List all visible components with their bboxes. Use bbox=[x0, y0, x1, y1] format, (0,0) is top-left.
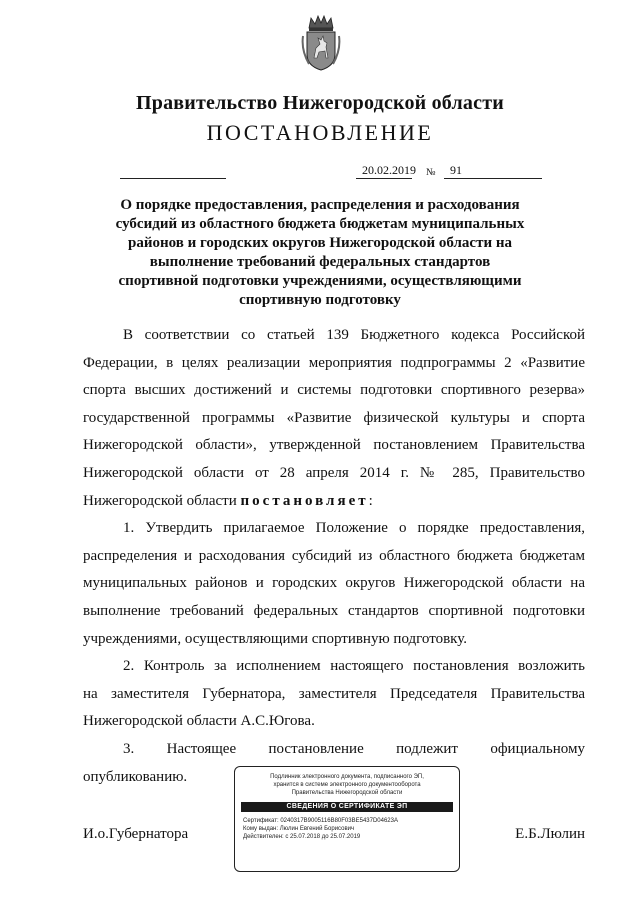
nizhny-novgorod-coat-of-arms-icon bbox=[301, 14, 341, 72]
stamp-notice-line: хранится в системе электронного документооборота bbox=[273, 782, 421, 788]
resolution-colon: : bbox=[368, 492, 373, 509]
body-line: спорта высших достижений и системы подготовки спортивного резерва» bbox=[83, 382, 585, 399]
body-line: Нижегородской области», утвержденной постановлением Правительства bbox=[83, 437, 585, 454]
signatory-position: И.о.Губернатора bbox=[83, 826, 189, 842]
stamp-cert-value: 0240317B9005116B80F03BE5437D04623A bbox=[280, 818, 398, 824]
item-2-line: 2. Контроль за исполнением настоящего постановления возложить bbox=[123, 658, 585, 675]
signatory-name: Е.Б.Люлин bbox=[515, 826, 585, 842]
item-1-line: муниципальных районов и городских округов Нижегородской области на bbox=[83, 575, 585, 592]
stamp-issued-label: Кому выдан: bbox=[243, 826, 279, 832]
stamp-notice-line: Подлинник электронного документа, подписанного ЭП, bbox=[270, 774, 424, 780]
title-line: районов и городских округов Нижегородской области на bbox=[127, 235, 512, 251]
item-2-line: Нижегородской области А.С.Югова. bbox=[83, 713, 315, 730]
body-line bbox=[83, 488, 585, 516]
stamp-issued-value: Люлин Евгений Борисович bbox=[279, 826, 355, 832]
stamp-valid-label: Действителен: bbox=[243, 834, 284, 840]
stamp-issued-row bbox=[243, 825, 451, 833]
item-3-line: опубликованию. bbox=[83, 768, 188, 785]
item-1-line: учреждениями, осуществляющими спортивную подготовку. bbox=[83, 630, 467, 647]
body-line: государственной программы «Развитие физической культуры и спорта bbox=[83, 409, 585, 426]
number-underline bbox=[444, 178, 542, 179]
date-underline bbox=[356, 178, 412, 179]
stamp-cert-label: Сертификат: bbox=[243, 818, 279, 824]
item-1-line: выполнение требований федеральных стандартов спортивной подготовки bbox=[83, 602, 585, 619]
body-line: В соответствии со статьей 139 Бюджетного кодекса Российской bbox=[123, 327, 585, 343]
stamp-details bbox=[243, 817, 451, 841]
resolution-prefix: Нижегородской области bbox=[83, 492, 241, 509]
body-line: Нижегородской области от 28 апреля 2014 г. № 285, Правительство bbox=[83, 464, 585, 481]
stamp-header-bar: СВЕДЕНИЯ О СЕРТИФИКАТЕ ЭП bbox=[241, 802, 453, 812]
date-number-line bbox=[0, 162, 640, 182]
organization-name: Правительство Нижегородской области bbox=[136, 92, 504, 114]
title-line: спортивной подготовки учреждениями, осуществляющими bbox=[118, 273, 522, 289]
stamp-notice bbox=[235, 773, 459, 797]
body-line: Федерации, в целях реализации мероприятия подпрограммы 2 «Развитие bbox=[83, 354, 585, 371]
resolution-verb: постановляет bbox=[240, 492, 369, 509]
item-1-line: распределения и расходования субсидий из областного бюджета бюджетам bbox=[83, 547, 585, 564]
document-type: ПОСТАНОВЛЕНИЕ bbox=[206, 120, 434, 145]
stamp-valid-value: с 25.07.2018 до 25.07.2019 bbox=[285, 834, 361, 840]
document-number: 91 bbox=[450, 163, 462, 177]
blank-underline bbox=[120, 178, 226, 179]
title-line: спортивную подготовку bbox=[239, 292, 401, 308]
stamp-notice-line: Правительства Нижегородской области bbox=[291, 790, 403, 796]
document-date: 20.02.2019 bbox=[362, 163, 416, 177]
title-line: субсидий из областного бюджета бюджетам муниципальных bbox=[115, 216, 525, 232]
e-signature-stamp bbox=[234, 766, 460, 872]
item-2-line: на заместителя Губернатора, заместителя Председателя Правительства bbox=[83, 685, 585, 702]
item-3-line: 3. Настоящее постановление подлежит официальному bbox=[123, 740, 585, 757]
title-line: О порядке предоставления, распределения и расходования bbox=[120, 197, 520, 213]
document-body bbox=[83, 322, 585, 791]
stamp-cert-row bbox=[243, 817, 451, 825]
document-title bbox=[110, 196, 530, 310]
item-1-line: 1. Утвердить прилагаемое Положение о порядке предоставления, bbox=[123, 520, 585, 537]
number-sign: № bbox=[426, 167, 436, 178]
title-line: выполнение требований федеральных стандартов bbox=[149, 254, 491, 270]
stamp-valid-row bbox=[243, 833, 451, 841]
